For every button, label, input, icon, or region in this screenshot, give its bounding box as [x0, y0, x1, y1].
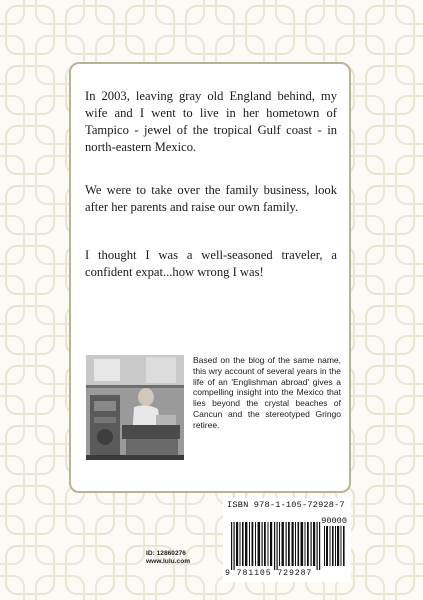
back-cover-panel	[69, 62, 351, 493]
author-photo	[86, 355, 184, 460]
book-blurb: Based on the blog of the same name, this wry account of several years in the life of an 'Englishman abroad' gives a compelling insight into the Mexico that lies beyond the crystal beaches of Cancun and the stereotyped Gringo retiree.	[193, 355, 341, 430]
isbn-barcode	[223, 498, 351, 582]
price-code: 90000	[321, 516, 347, 526]
isbn-number: ISBN 978-1-105-72928-7	[227, 500, 345, 510]
family-paragraph: We were to take over the family business, look after her parents and raise our own family.	[85, 183, 337, 214]
barcode-digits: 9 781105 729287	[225, 569, 313, 578]
book-id: ID: 12860276	[146, 550, 186, 557]
publisher-url: www.lulu.com	[146, 558, 191, 565]
intro-paragraph: In 2003, leaving gray old England behind, my wife and I went to live in her hometown of Tampico - jewel of the tropical Gulf coast - in north-eastern Mexico.	[85, 89, 337, 154]
traveler-paragraph: I thought I was a well-seasoned traveler, a confident expat...how wrong I was!	[85, 248, 337, 279]
